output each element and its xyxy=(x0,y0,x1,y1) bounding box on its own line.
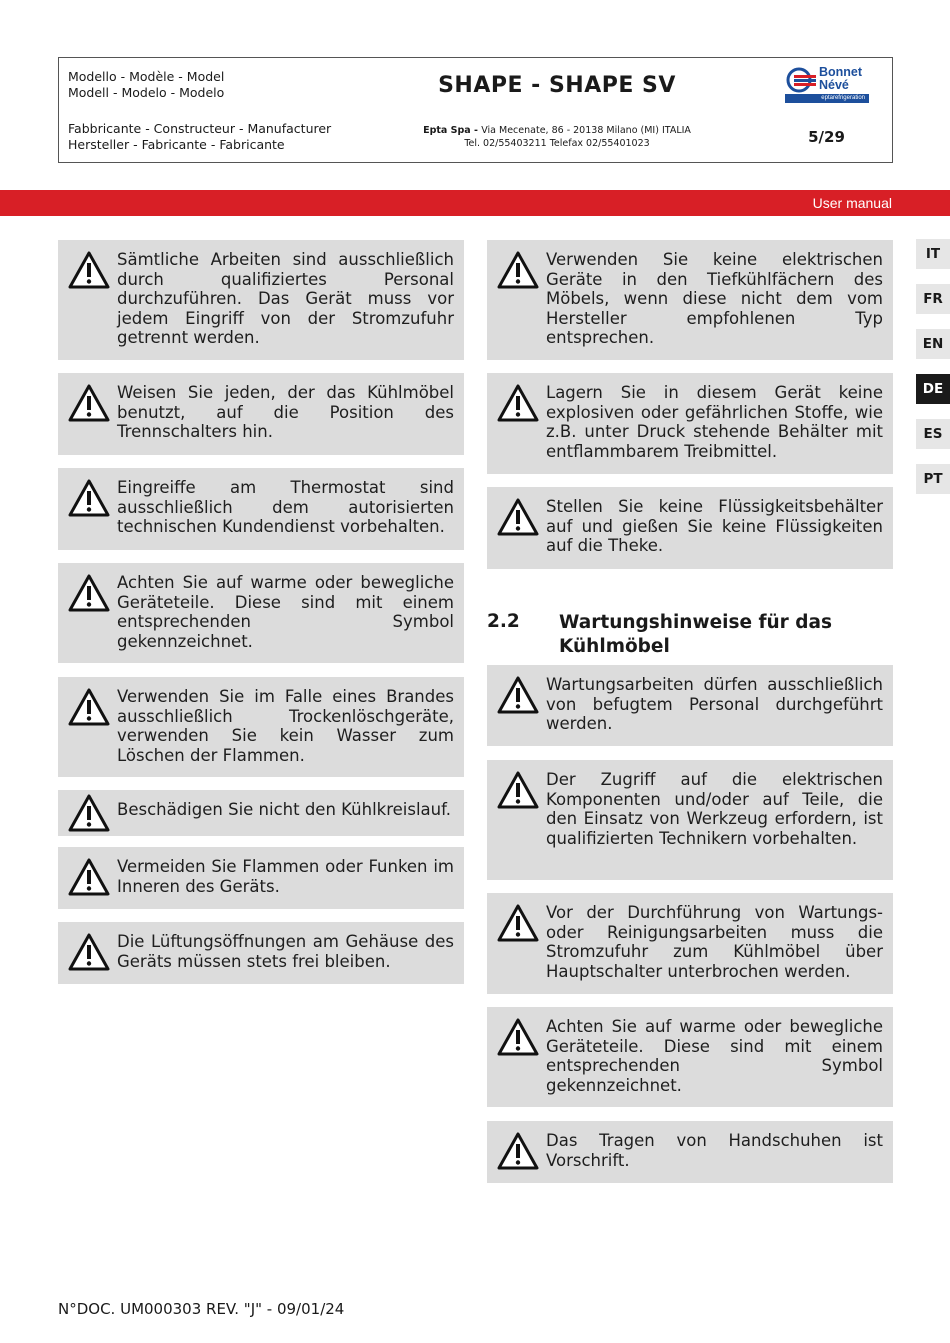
language-tabs xyxy=(916,239,950,509)
warning-text: Achten Sie auf warme oder bewegliche Geräteteile. Diese sind mit einem entsprechenden Symbol gekennzeichnet. xyxy=(117,573,454,651)
warning-box xyxy=(487,893,893,994)
logo-bar: eptarefrigeration xyxy=(785,94,869,103)
model-label-line-1: Modello - Modèle - Model xyxy=(68,69,225,84)
lang-tab-it[interactable]: IT xyxy=(916,239,950,269)
logo-cell xyxy=(761,58,892,112)
warning-triangle-icon xyxy=(496,770,540,810)
warning-box xyxy=(58,847,464,909)
company-name: Epta Spa - xyxy=(423,125,482,136)
document-number: N°DOC. UM000303 REV. "J" - 09/01/24 xyxy=(58,1300,345,1318)
warning-text: Die Lüftungsöffnungen am Gehäuse des Geräts müssen stets frei bleiben. xyxy=(117,932,454,971)
page-number: 5/29 xyxy=(808,128,845,146)
warning-box xyxy=(487,1121,893,1183)
warning-box xyxy=(58,790,464,836)
warning-triangle-icon xyxy=(496,383,540,423)
lang-tab-es[interactable]: ES xyxy=(916,419,950,449)
warning-text: Vermeiden Sie Flammen oder Funken im Inneren des Geräts. xyxy=(117,857,454,896)
logo-mark-icon xyxy=(785,67,817,93)
warning-triangle-icon xyxy=(67,687,111,727)
warning-triangle-icon xyxy=(67,793,111,833)
warning-triangle-icon xyxy=(67,857,111,897)
warning-text: Eingreiffe am Thermostat sind ausschließlich dem autorisierten technischen Kundendienst vorbehalten. xyxy=(117,478,454,536)
warning-text: Lagern Sie in diesem Gerät keine explosiven oder gefährlichen Stoffe, wie z.B. unter Druck stehende Behälter mit entflammbarem Treibmittel. xyxy=(546,383,883,461)
warning-text: Der Zugriff auf die elektrischen Komponenten und/oder auf Teile, die den Einsatz von Werkzeug erfordern, ist qualifizierten Technikern vorbehalten. xyxy=(546,770,883,848)
warning-box xyxy=(487,1007,893,1107)
manufacturer-address-cell xyxy=(353,112,761,162)
model-label-line-2: Modell - Modelo - Modelo xyxy=(68,85,225,100)
warning-box xyxy=(58,468,464,550)
lang-tab-de[interactable]: DE xyxy=(916,374,950,404)
model-title: SHAPE - SHAPE SV xyxy=(438,72,676,98)
lang-tab-fr[interactable]: FR xyxy=(916,284,950,314)
warning-triangle-icon xyxy=(67,478,111,518)
warning-triangle-icon xyxy=(67,383,111,423)
warning-triangle-icon xyxy=(496,250,540,290)
manufacturer-label-cell xyxy=(59,112,353,162)
warning-triangle-icon xyxy=(496,497,540,537)
warning-triangle-icon xyxy=(496,675,540,715)
section-title: Wartungshinweise für das Kühlmöbel xyxy=(559,612,832,657)
lang-tab-en[interactable]: EN xyxy=(916,329,950,359)
warning-triangle-icon xyxy=(496,1131,540,1171)
warning-text: Sämtliche Arbeiten sind ausschließlich durch qualifiziertes Personal durchzuführen. Das Gerät muss vor jedem Eingriff von der Stromzufuhr getrennt werden. xyxy=(117,250,454,347)
logo-text xyxy=(819,66,862,92)
manufacturer-label-line-2: Hersteller - Fabricante - Fabricante xyxy=(68,137,285,152)
warning-box xyxy=(487,373,893,474)
warning-text: Das Tragen von Handschuhen ist Vorschrift. xyxy=(546,1131,883,1170)
warning-text: Verwenden Sie im Falle eines Brandes ausschließlich Trockenlöschgeräte, verwenden Sie kein Wasser zum Löschen der Flammen. xyxy=(117,687,454,765)
user-manual-label: User manual xyxy=(812,195,892,211)
company-address: Via Mecenate, 86 - 20138 Milano (MI) ITALIA xyxy=(481,125,691,136)
warning-text: Wartungsarbeiten dürfen ausschließlich von befugtem Personal durchgeführt werden. xyxy=(546,675,883,733)
lang-tab-pt[interactable]: PT xyxy=(916,464,950,494)
warning-box xyxy=(487,240,893,360)
warning-box xyxy=(58,677,464,777)
bonnet-neve-logo xyxy=(785,66,871,104)
warning-box xyxy=(487,487,893,569)
logo-line-1: Bonnet xyxy=(819,65,863,79)
warning-triangle-icon xyxy=(67,932,111,972)
document-header xyxy=(58,57,893,163)
section-number: 2.2 xyxy=(487,611,520,632)
warning-text: Weisen Sie jeden, der das Kühlmöbel benutzt, auf die Position des Trennschalters hin. xyxy=(117,383,454,441)
warning-triangle-icon xyxy=(67,250,111,290)
warning-triangle-icon xyxy=(496,903,540,943)
warning-box xyxy=(58,922,464,984)
warning-triangle-icon xyxy=(496,1017,540,1057)
warning-text: Verwenden Sie keine elektrischen Geräte in den Tiefkühlfächern des Möbels, wenn diese nicht dem vom Hersteller empfohlenen Typ entsprechen. xyxy=(546,250,883,347)
warning-box xyxy=(487,665,893,746)
section-band xyxy=(0,190,950,216)
warning-text: Achten Sie auf warme oder bewegliche Geräteteile. Diese sind mit einem entsprechenden Symbol gekennzeichnet. xyxy=(546,1017,883,1095)
manufacturer-label-line-1: Fabbricante - Constructeur - Manufacturer xyxy=(68,121,332,136)
address-line xyxy=(353,124,761,137)
model-label-cell xyxy=(59,58,353,112)
warning-text: Stellen Sie keine Flüssigkeitsbehälter auf und gießen Sie keine Flüssigkeiten auf die Theke. xyxy=(546,497,883,555)
company-contacts: Tel. 02/55403211 Telefax 02/55401023 xyxy=(464,138,650,149)
warning-box xyxy=(487,760,893,880)
warning-box xyxy=(58,373,464,455)
warning-text: Vor der Durchführung von Wartungs- oder Reinigungsarbeiten muss die Stromzufuhr zum Kühlmöbel über Hauptschalter unterbrochen werden. xyxy=(546,903,883,981)
warning-text: Beschädigen Sie nicht den Kühlkreislauf. xyxy=(117,800,451,819)
warning-triangle-icon xyxy=(67,573,111,613)
logo-line-2: Névé xyxy=(819,78,849,92)
warning-box xyxy=(58,240,464,360)
warning-box xyxy=(58,563,464,663)
